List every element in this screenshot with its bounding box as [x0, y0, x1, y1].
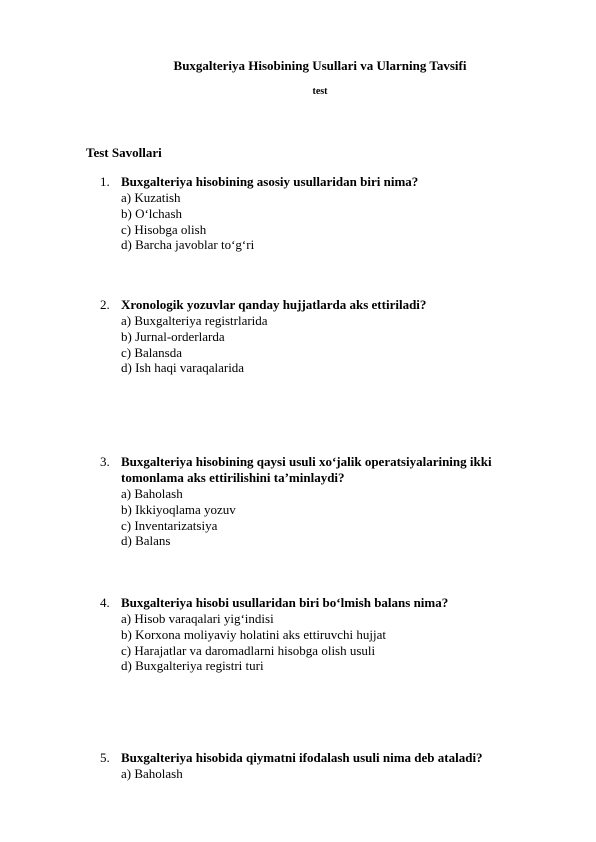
answer-option-c: c) Balansda [121, 344, 183, 360]
question-2 [100, 297, 540, 376]
answer-option-b: b) O‘lchash [121, 205, 183, 221]
question-4 [100, 595, 540, 674]
answer-option-d: d) Buxgalteriya registri turi [121, 658, 264, 674]
question-number: 3. [100, 454, 110, 469]
answer-option-b: b) Jurnal-orderlarda [121, 328, 225, 344]
question-text: Buxgalteriya hisobining asosiy usullaridan biri nima? [121, 174, 419, 189]
question-text: Xronologik yozuvlar qanday hujjatlarda aks ettiriladi? [121, 297, 427, 312]
answer-option-d: d) Balans [121, 533, 171, 549]
answer-option-b: b) Korxona moliyaviy holatini aks ettiruvchi hujjat [121, 626, 387, 642]
question-5 [100, 750, 540, 782]
document-subtitle: test [312, 86, 328, 97]
question-text: Buxgalteriya hisobida qiymatni ifodalash usuli nima deb ataladi? [121, 750, 483, 765]
document-title: Buxgalteriya Hisobining Usullari va Ularning Tavsifi [173, 58, 467, 73]
question-text: Buxgalteriya hisobi usullaridan biri bo‘lmish balans nima? [121, 595, 449, 610]
question-text: Buxgalteriya hisobining qaysi usuli xo‘jalik operatsiyalarining ikki tomonlama aks ettirilishini ta’minlaydi? [121, 454, 492, 485]
answer-option-a: a) Hisob varaqalari yig‘indisi [121, 611, 274, 626]
answer-option-a: a) Baholash [121, 486, 183, 501]
answer-option-a: a) Kuzatish [121, 190, 181, 205]
question-number: 4. [100, 595, 110, 610]
section-heading: Test Savollari [86, 145, 162, 160]
answer-option-c: c) Hisobga olish [121, 221, 207, 237]
answer-option-a: a) Baholash [121, 766, 183, 781]
answer-option-c: c) Inventarizatsiya [121, 517, 218, 533]
question-number: 1. [100, 174, 110, 189]
answer-option-b: b) Ikkiyoqlama yozuv [121, 501, 236, 517]
question-3 [100, 454, 540, 549]
answer-option-d: d) Ish haqi varaqalarida [121, 360, 245, 376]
answer-option-c: c) Harajatlar va daromadlarni hisobga olish usuli [121, 642, 376, 658]
answer-option-a: a) Buxgalteriya registrlarida [121, 313, 268, 328]
question-number: 5. [100, 750, 110, 765]
question-1 [100, 174, 540, 253]
answer-option-d: d) Barcha javoblar to‘g‘ri [121, 237, 255, 253]
question-number: 2. [100, 297, 110, 312]
